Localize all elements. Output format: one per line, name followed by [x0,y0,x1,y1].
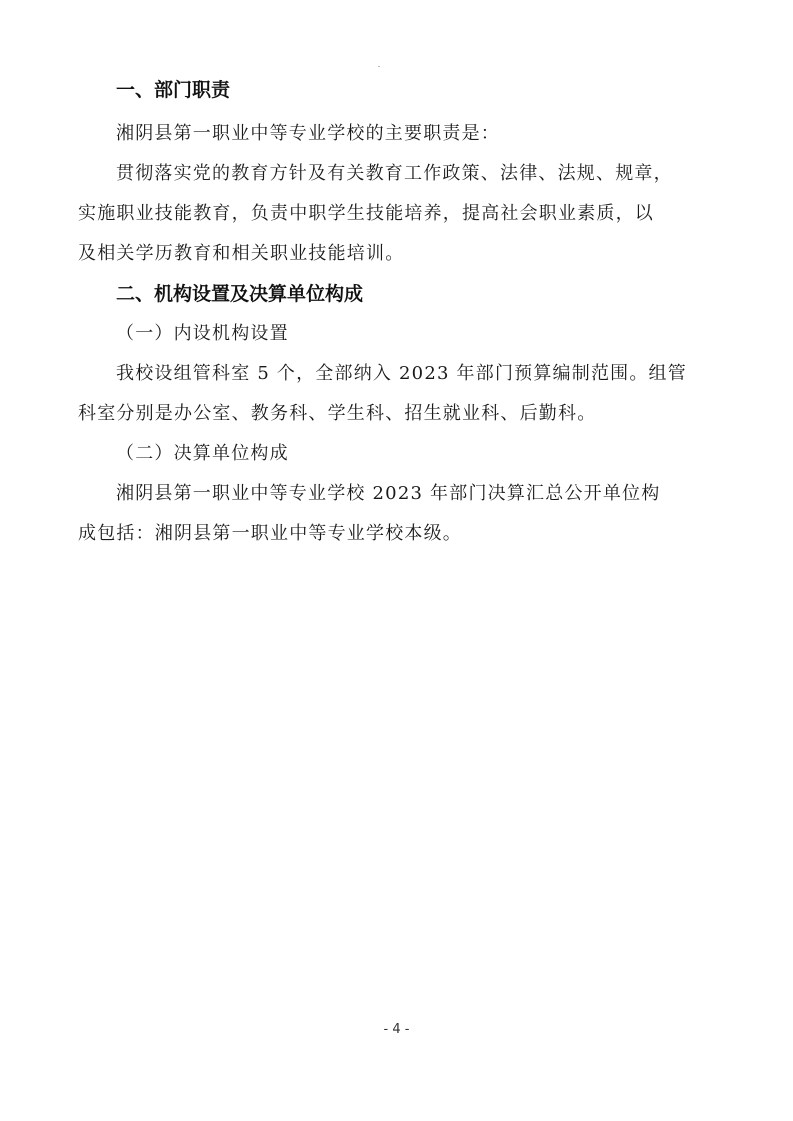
duties-line: 实施职业技能教育，负责中职学生技能培养，提高社会职业素质，以 [78,203,654,224]
scan-speck [378,66,380,67]
section-heading-duties: 一、部门职责 [116,79,231,101]
duties-paragraph [78,154,718,274]
section-heading-structure: 二、机构设置及决算单位构成 [116,283,364,305]
subsection-heading-internal: （一）内设机构设置 [116,323,289,344]
internal-structure-paragraph [78,354,718,434]
page-number: - 4 - [383,1022,410,1037]
document-body [78,70,718,554]
subsection-heading-units: （二）决算单位构成 [116,443,289,464]
internal-structure-line: 科室分别是办公室、教务科、学生科、招生就业科、后勤科。 [78,403,597,424]
internal-structure-line: 我校设组管科室 5 个，全部纳入 2023 年部门预算编制范围。组管 [116,363,687,384]
duties-line: 贯彻落实党的教育方针及有关教育工作政策、法律、法规、规章， [116,163,673,184]
units-line: 成包括：湘阴县第一职业中等专业学校本级。 [78,523,462,544]
units-line: 湘阴县第一职业中等专业学校 2023 年部门决算汇总公开单位构 [116,483,661,504]
duties-line: 及相关学历教育和相关职业技能培训。 [78,243,405,264]
units-paragraph [78,474,718,554]
duties-intro: 湘阴县第一职业中等专业学校的主要职责是： [116,123,500,144]
